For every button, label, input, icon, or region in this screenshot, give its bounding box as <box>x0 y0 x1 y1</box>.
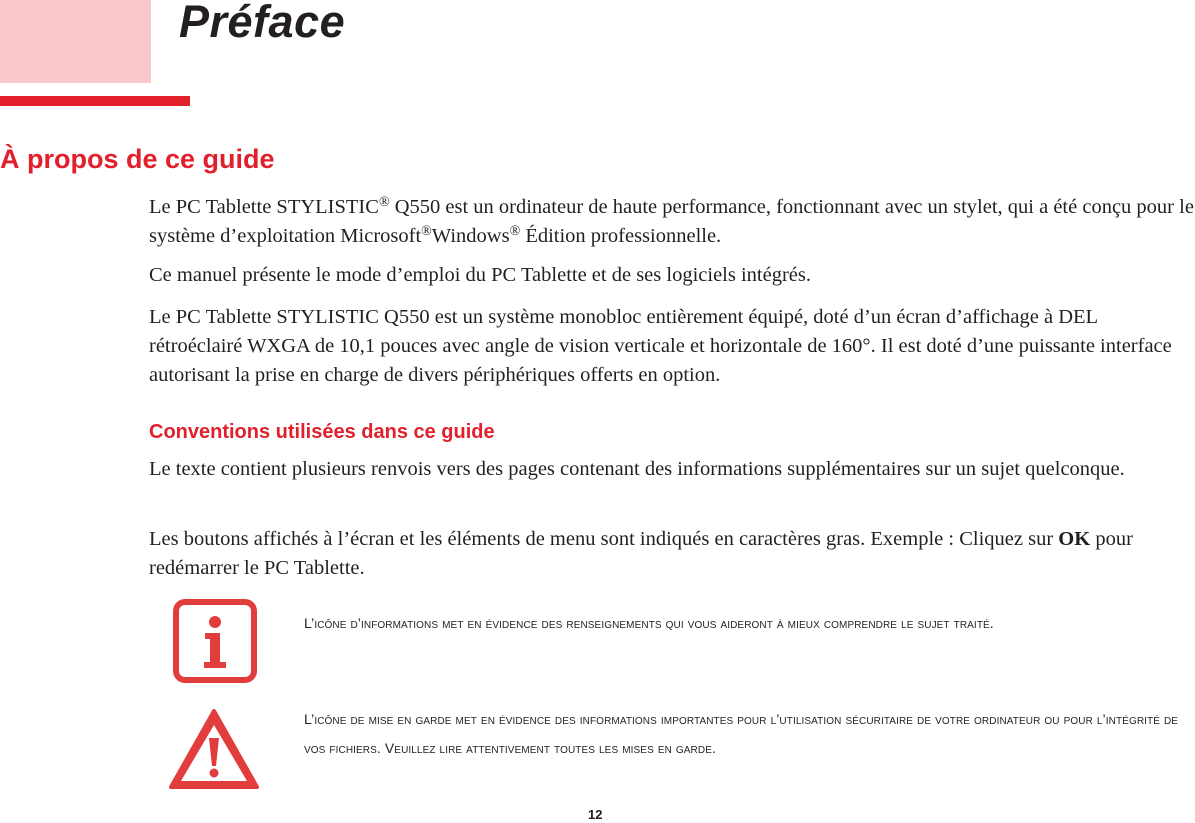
info-note-text: L’icône d’informations met en évidence des renseignements qui vous aideront à mieux comprendre le sujet traité. <box>304 615 994 631</box>
ok-bold-example: OK <box>1058 528 1091 550</box>
buttons-paragraph <box>149 525 1195 583</box>
registered-mark: ® <box>378 195 390 210</box>
warning-note-text: L’icône de mise en garde met en évidence des informations importantes pour l’utilisation sécuritaire de votre ordinateur ou pour l’intégrité de vos fichiers. Veuillez lire attentivement toutes les mises en garde. <box>304 711 1179 756</box>
chapter-title: Préface <box>179 0 346 47</box>
manual-paragraph: Ce manuel présente le mode d’emploi du PC Tablette et de ses logiciels intégrés. <box>149 264 811 286</box>
subsection-heading: Conventions utilisées dans ce guide <box>149 421 495 443</box>
intro-text-a: Le PC Tablette STYLISTIC <box>149 196 379 218</box>
registered-mark: ® <box>421 224 432 239</box>
info-icon <box>172 598 258 684</box>
buttons-text-b: pour redémarrer le PC Tablette. <box>149 528 1133 579</box>
intro-paragraph <box>149 193 1195 251</box>
chapter-color-block <box>0 0 151 83</box>
system-paragraph: Le PC Tablette STYLISTIC Q550 est un système monobloc entièrement équipé, doté d’un écran d’affichage à DEL rétroéclairé WXGA de 10,1 pouces avec angle de vision verticale et horizontale de 160°. Il est doté d’une puissante interface autorisant la prise en charge de divers périphériques offerts en option. <box>149 306 1172 386</box>
registered-mark: ® <box>509 224 521 239</box>
page-number: 12 <box>588 807 603 822</box>
section-heading: À propos de ce guide <box>0 144 275 174</box>
warning-icon <box>168 708 260 790</box>
references-paragraph: Le texte contient plusieurs renvois vers des pages contenant des informations supplémentaires sur un sujet quelconque. <box>149 458 1125 480</box>
intro-text-d: Édition professionnelle. <box>520 225 722 247</box>
intro-text-c: Windows <box>431 225 510 247</box>
chapter-rule <box>0 96 190 106</box>
buttons-text-a: Les boutons affichés à l’écran et les éléments de menu sont indiqués en caractères gras. Exemple : Cliquez sur <box>149 528 1059 550</box>
intro-text-b: Q550 est un ordinateur de haute performance, fonctionnant avec un stylet, qui a été conçu pour le système d’exploitation Microsoft <box>149 196 1194 247</box>
